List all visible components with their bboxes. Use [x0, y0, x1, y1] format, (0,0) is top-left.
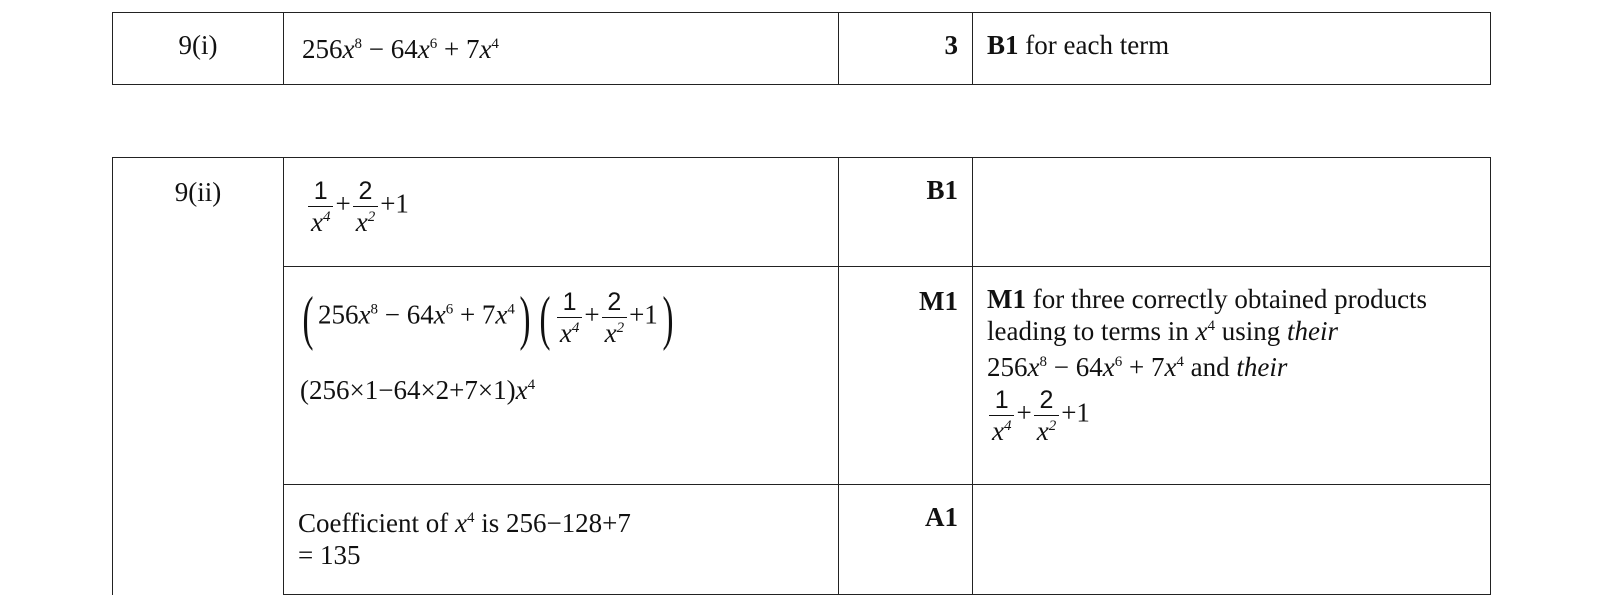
mark-scheme-table-9ii — [112, 157, 1491, 595]
guidance-cell — [973, 485, 1491, 595]
mark-value: M1 — [919, 286, 958, 316]
final-answer: = 135 — [298, 540, 361, 570]
table-row — [113, 267, 1491, 485]
table-row — [113, 13, 1491, 85]
guidance-cell — [973, 267, 1491, 485]
answer-cell — [284, 158, 839, 267]
answer-cell — [284, 13, 839, 85]
fraction: $\frac{2}{x^2}$ — [353, 176, 378, 237]
product-expression: ( $256x^8 - 64x^6 + 7x^4$) ( $\frac{1}{x^4}$ + $\frac{2}{x^2}$ +1) — [302, 284, 674, 351]
mark-value: B1 — [926, 175, 958, 205]
guidance-text: M1 for three correctly obtained products leading to terms in $x^4$ using their $256x^8 - 64x^6 + 7x^4$ and their $\frac{1}{x^4}$ + $\frac{2}{x^2}$ +1 — [987, 284, 1428, 446]
guidance-cell — [973, 158, 1491, 267]
mark-value: 3 — [944, 30, 958, 60]
guidance-cell — [973, 13, 1491, 85]
coefficient-working: $(256\times 1-64\times 2+7\times 1)x^4$ — [300, 375, 536, 405]
question-number: 9(ii) — [174, 177, 222, 207]
coefficient-statement: Coefficient of $x^4$ is 256−128+7 — [298, 508, 631, 538]
answer-expression: $\frac{1}{x^4}$ + $\frac{2}{x^2}$ +1 — [284, 158, 838, 237]
fraction: $\frac{1}{x^4}$ — [308, 176, 333, 237]
guidance-text: B1 for each term — [987, 30, 1170, 60]
answer-cell — [284, 485, 839, 595]
marks-cell — [839, 485, 973, 595]
table-row — [113, 158, 1491, 267]
marks-cell — [839, 13, 973, 85]
answer-cell — [284, 267, 839, 485]
question-number-cell — [113, 13, 284, 85]
answer-expression: $256x^8 - 64x^6 + 7x^4$ — [302, 34, 499, 64]
marks-cell — [839, 267, 973, 485]
table-row — [113, 485, 1491, 595]
mark-value: A1 — [925, 502, 958, 532]
marks-cell — [839, 158, 973, 267]
question-number: 9(i) — [178, 30, 218, 60]
question-number-cell — [113, 158, 284, 595]
mark-scheme-table-9i — [112, 12, 1491, 85]
